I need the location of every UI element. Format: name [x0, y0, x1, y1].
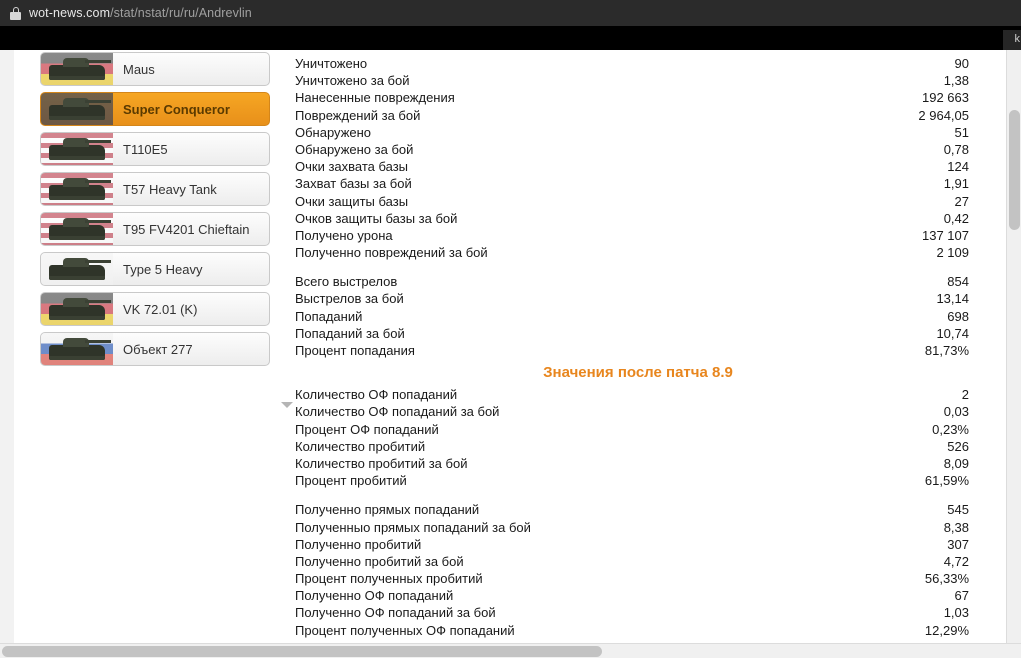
- table-row: [293, 520, 983, 537]
- tank-silhouette-icon: [49, 105, 105, 120]
- table-row: [293, 473, 983, 490]
- stat-label: Полученныо прямых попаданий за бой: [295, 519, 531, 535]
- table-row: [293, 387, 983, 404]
- stat-value: 0,78: [943, 141, 969, 157]
- stat-value: 13,14: [936, 291, 969, 307]
- stat-value: 698: [947, 308, 969, 324]
- browser-address-bar[interactable]: [0, 0, 1021, 26]
- stat-label: Попаданий: [295, 308, 363, 324]
- page-left-gutter: [0, 100, 14, 658]
- tank-thumbnail: [41, 53, 113, 85]
- stat-value: 51: [954, 124, 969, 140]
- page-content: [14, 50, 1007, 658]
- stat-label: Нанесенные повреждения: [295, 90, 455, 106]
- stat-value: 81,73%: [924, 343, 969, 358]
- stat-value: 0,23%: [932, 421, 969, 437]
- list-item[interactable]: [40, 252, 270, 286]
- table-row: [293, 291, 983, 308]
- stat-label: Очков защиты базы за бой: [295, 210, 458, 226]
- stat-label: Повреждений за бой: [295, 107, 421, 123]
- table-row: [293, 571, 983, 588]
- tank-silhouette-icon: [49, 225, 105, 240]
- list-item[interactable]: [40, 332, 270, 366]
- stat-value: 8,09: [943, 455, 969, 471]
- table-row: [293, 439, 983, 456]
- list-item[interactable]: [40, 92, 270, 126]
- table-row: [293, 326, 983, 343]
- table-row: [293, 228, 983, 245]
- stat-label: Количество пробитий за бой: [295, 455, 468, 471]
- tank-thumbnail: [41, 293, 113, 325]
- stat-label: Процент полученных ОФ попаданий: [295, 622, 515, 638]
- stat-value: 1,91: [943, 176, 969, 192]
- stat-label: Получено урона: [295, 227, 393, 243]
- table-row: [293, 245, 983, 262]
- table-row: [293, 404, 983, 421]
- stat-value: 61,59%: [924, 473, 969, 489]
- vertical-scrollbar[interactable]: [1006, 50, 1021, 644]
- table-row: [293, 56, 983, 73]
- table-row: [293, 554, 983, 571]
- tank-name: Super Conqueror: [123, 101, 230, 117]
- table-row: [293, 125, 983, 142]
- stat-label: Процент попадания: [295, 343, 415, 358]
- table-row: [293, 588, 983, 605]
- table-row: [293, 90, 983, 107]
- stat-value: 12,29%: [924, 622, 969, 638]
- stat-value: 526: [947, 438, 969, 454]
- stat-label: Полученно ОФ попаданий: [295, 588, 454, 604]
- stat-value: 192 663: [922, 90, 969, 106]
- stat-value: 90: [954, 56, 969, 71]
- tank-name: Type 5 Heavy: [123, 261, 203, 277]
- lock-icon: [10, 7, 21, 20]
- table-row: [293, 142, 983, 159]
- row-spacer: [293, 262, 983, 274]
- list-item[interactable]: [40, 172, 270, 206]
- stat-value: 854: [947, 274, 969, 290]
- table-row: [293, 309, 983, 326]
- stat-value: 307: [947, 536, 969, 552]
- table-row: [293, 159, 983, 176]
- stat-label: Очки защиты базы: [295, 193, 409, 209]
- tank-silhouette-icon: [49, 185, 105, 200]
- stat-label: Обнаружено за бой: [295, 141, 414, 157]
- stat-value: 27: [954, 193, 969, 209]
- horizontal-scrollbar-thumb[interactable]: [2, 646, 602, 657]
- stat-value: 2 964,05: [918, 107, 969, 123]
- table-row: [293, 108, 983, 125]
- stat-value: 56,33%: [924, 571, 969, 587]
- url-path: /stat/nstat/ru/ru/Andrevlin: [110, 6, 252, 20]
- stat-label: Захват базы за бой: [295, 176, 412, 192]
- table-row: [293, 502, 983, 519]
- table-row: [293, 343, 983, 360]
- url-host: wot-news.com: [29, 6, 111, 20]
- table-row: [293, 605, 983, 622]
- stat-value: 1,03: [943, 605, 969, 621]
- horizontal-scrollbar[interactable]: [0, 643, 1021, 658]
- stat-label: Процент пробитий: [295, 473, 407, 489]
- chevron-down-icon[interactable]: [281, 402, 293, 408]
- right-panel-label: k: [1014, 33, 1020, 45]
- stat-label: Количество ОФ попаданий: [295, 387, 458, 403]
- stat-value: 124: [947, 159, 969, 175]
- row-spacer: [293, 490, 983, 502]
- table-row: [293, 537, 983, 554]
- stat-label: Процент полученных пробитий: [295, 571, 483, 587]
- table-row: [293, 176, 983, 193]
- stat-label: Полученно ОФ попаданий за бой: [295, 605, 496, 621]
- stat-label: Процент ОФ попаданий: [295, 421, 439, 437]
- table-row: [293, 211, 983, 228]
- stat-label: Очки захвата базы: [295, 159, 409, 175]
- tank-silhouette-icon: [49, 345, 105, 360]
- page-viewport: [0, 50, 1021, 658]
- tank-thumbnail: [41, 213, 113, 245]
- stat-label: Уничтожено: [295, 56, 368, 71]
- tank-list: [40, 52, 270, 372]
- table-row: [293, 73, 983, 90]
- table-row: [293, 194, 983, 211]
- list-item[interactable]: [40, 52, 270, 86]
- tank-thumbnail: [41, 333, 113, 365]
- tank-silhouette-icon: [49, 65, 105, 80]
- table-row: [293, 456, 983, 473]
- stat-value: 2: [961, 387, 969, 403]
- stat-value: 4,72: [943, 553, 969, 569]
- stat-label: Количество ОФ попаданий за бой: [295, 404, 500, 420]
- stat-value: 0,03: [943, 404, 969, 420]
- table-row: [293, 422, 983, 439]
- tank-silhouette-icon: [49, 265, 105, 280]
- section-title: Значения после патча 8.9: [543, 364, 733, 382]
- stat-value: 67: [954, 588, 969, 604]
- vertical-scrollbar-thumb[interactable]: [1009, 110, 1020, 230]
- list-item[interactable]: [40, 292, 270, 326]
- tank-thumbnail: [41, 173, 113, 205]
- tank-name: Объект 277: [123, 341, 193, 357]
- stat-label: Полученно повреждений за бой: [295, 245, 488, 261]
- tank-name: VK 72.01 (K): [123, 301, 198, 317]
- browser-toolbar-strip: [0, 26, 1021, 50]
- stat-value: 545: [947, 502, 969, 518]
- stat-label: Полученно пробитий за бой: [295, 553, 464, 569]
- stat-label: Полученно прямых попаданий: [295, 502, 480, 518]
- stat-value: 1,38: [943, 73, 969, 89]
- stat-label: Выстрелов за бой: [295, 291, 404, 307]
- stat-value: 0,42: [943, 210, 969, 226]
- tank-name: Maus: [123, 61, 155, 77]
- table-row: [293, 623, 983, 640]
- stat-value: 8,38: [943, 519, 969, 535]
- tank-thumbnail: [41, 93, 113, 125]
- tank-thumbnail: [41, 133, 113, 165]
- tank-name: T95 FV4201 Chieftain: [123, 221, 250, 237]
- list-item[interactable]: [40, 132, 270, 166]
- tank-silhouette-icon: [49, 145, 105, 160]
- stat-value: 2 109: [936, 245, 969, 261]
- tank-silhouette-icon: [49, 305, 105, 320]
- tank-thumbnail: [41, 253, 113, 285]
- stat-value: 10,74: [936, 325, 969, 341]
- stat-label: Всего выстрелов: [295, 274, 398, 290]
- table-row: [293, 274, 983, 291]
- stat-label: Попаданий за бой: [295, 325, 405, 341]
- stats-table: [293, 50, 983, 640]
- stat-value: 137 107: [922, 227, 969, 243]
- list-item[interactable]: [40, 212, 270, 246]
- tank-name: T57 Heavy Tank: [123, 181, 217, 197]
- stat-label: Обнаружено: [295, 124, 372, 140]
- stat-label: Количество пробитий: [295, 438, 426, 454]
- url-text[interactable]: [29, 6, 252, 20]
- stat-label: Полученно пробитий: [295, 536, 422, 552]
- tank-name: T110E5: [123, 141, 168, 157]
- stat-label: Уничтожено за бой: [295, 73, 410, 89]
